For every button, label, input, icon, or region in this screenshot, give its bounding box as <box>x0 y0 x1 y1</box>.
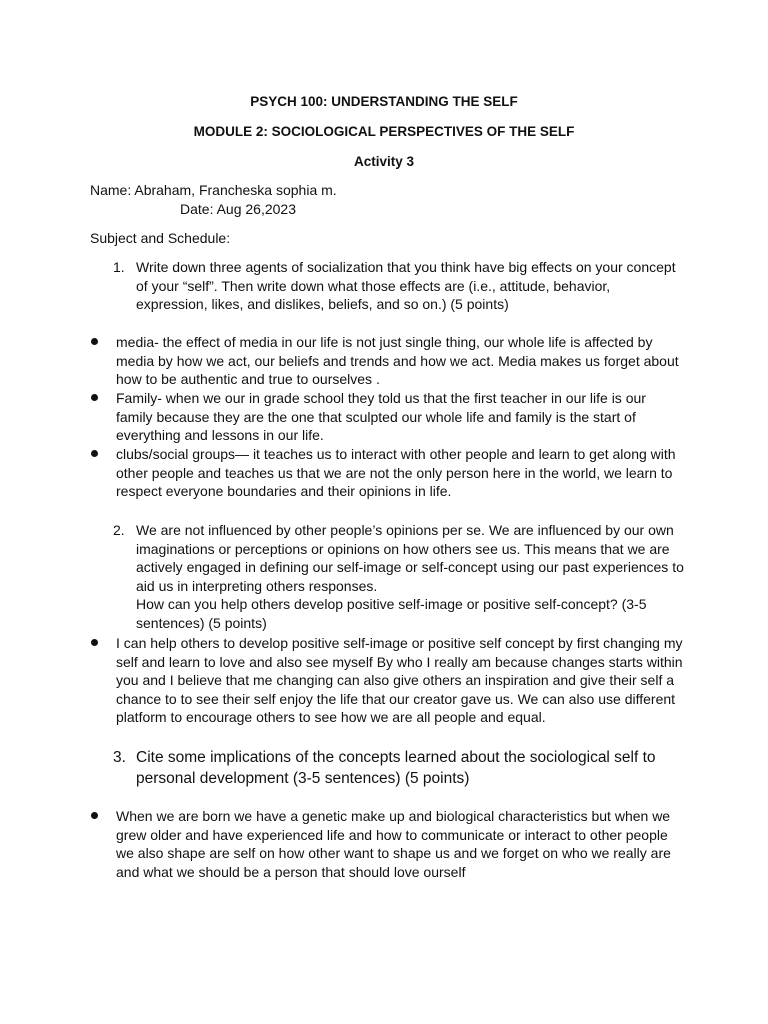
answer-line: Family- when we our in grade school they told us that the first teacher in our life is our <box>116 390 646 406</box>
question-2-line: We are not influenced by other people’s opinions per se. We are influenced by our own <box>136 522 674 538</box>
question-1-line: Write down three agents of socialization that you think have big effects on your concept <box>136 259 676 275</box>
answer-line: self and learn to love and also see myself By who I really am because changes starts within <box>116 653 683 670</box>
answer-line: everything and lessons in our life. <box>116 427 324 444</box>
question-2-line: How can you help others develop positive self-image or positive self-concept? (3-5 <box>136 596 647 613</box>
activity-title: Activity 3 <box>353 154 415 169</box>
question-2-line: imaginations or perceptions or opinions on how others see us. This means that we are <box>136 540 670 557</box>
answer-line: family because they are the one that sculpted our whole life and family is the start of <box>116 408 636 425</box>
question-1-text <box>136 258 676 314</box>
bullet-icon <box>91 639 98 646</box>
name-line: Name: Abraham, Francheska sophia m. <box>90 182 337 198</box>
answer-line: When we are born we have a genetic make up and biological characteristics but when we <box>116 808 671 824</box>
answer-line: grew older and have experienced life and how to communicate or interact to other people <box>116 826 668 843</box>
course-title: PSYCH 100: UNDERSTANDING THE SELF <box>250 94 518 109</box>
module-title: MODULE 2: SOCIOLOGICAL PERSPECTIVES OF THE SELF <box>193 124 575 139</box>
bullet-icon <box>91 450 98 457</box>
answer-line: and what we should be a person that should love ourself <box>116 863 466 880</box>
answer-line: respect everyone boundaries and their opinions in life. <box>116 483 452 500</box>
question-3-line: Cite some implications of the concepts learned about the sociological self to <box>136 749 656 766</box>
answer-line: chance to to see their self enjoy the life that our creator gave us. We can also use different <box>116 690 676 707</box>
question-3-line: personal development (3-5 sentences) (5 points) <box>136 769 470 787</box>
date-line: Date: Aug 26,2023 <box>180 201 296 217</box>
answer-line: you and I believe that me changing can also give others an inspiration and give their self a <box>116 672 675 689</box>
answer-question-2 <box>116 634 683 727</box>
question-2-line: actively engaged in defining our self-image or self-concept using our past experiences to <box>136 559 684 576</box>
bullet-icon <box>91 394 98 401</box>
question-1-number: 1. <box>113 259 125 275</box>
answer-line: platform to encourage others to see how we are all people and equal. <box>116 709 546 726</box>
answer-line: I can help others to develop positive self-image or positive self concept by first changing my <box>116 635 683 651</box>
question-3-number: 3. <box>113 749 126 766</box>
bullet-icon <box>91 338 98 345</box>
answer-line: other people and teaches us that we are not the only person here in the world, we learn to <box>116 464 673 481</box>
question-1-line: of your “self”. Then write down what those effects are (i.e., attitude, behavior, <box>136 277 611 294</box>
answer-line: media by how we act, our beliefs and trends and how we act. Media makes us forget about <box>116 352 679 369</box>
question-1-line: expression, likes, and dislikes, beliefs, and so on.) (5 points) <box>136 296 509 313</box>
subject-schedule-line: Subject and Schedule: <box>90 230 231 246</box>
question-3-text <box>136 748 656 789</box>
answer-line: how to be authentic and true to ourselves . <box>116 371 380 388</box>
answer-line: we also shape are self on how other want to shape us and we forget on who we really are <box>116 845 671 862</box>
bullet-icon <box>91 812 98 819</box>
answer-question-3 <box>116 807 671 881</box>
question-2-number: 2. <box>113 522 125 538</box>
question-2-line: sentences) (5 points) <box>136 614 267 631</box>
answer-line: clubs/social groups— it teaches us to interact with other people and learn to get along with <box>116 446 676 462</box>
answer-media <box>116 333 679 389</box>
answer-family <box>116 389 646 445</box>
question-2-text <box>136 521 684 633</box>
question-2-line: aid us in interpreting others responses. <box>136 577 378 594</box>
answer-line: media- the effect of media in our life is not just single thing, our whole life is affected by <box>116 334 653 350</box>
answer-clubs <box>116 445 676 501</box>
